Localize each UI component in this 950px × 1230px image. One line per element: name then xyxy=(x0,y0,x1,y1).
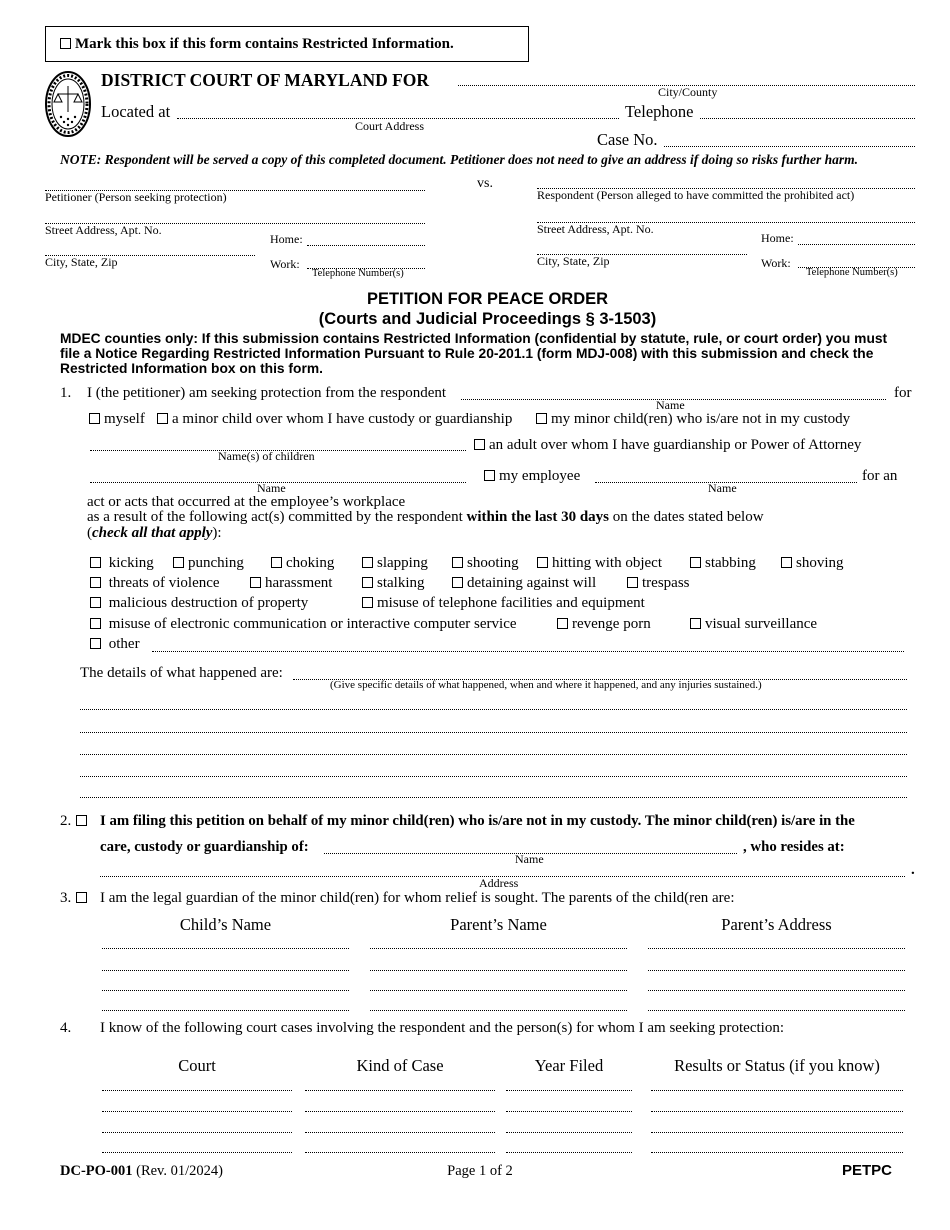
petitioner-phone-caption: Telephone Number(s) xyxy=(312,268,404,279)
form-title: PETITION FOR PEACE ORDER xyxy=(366,290,609,308)
respondent-city-caption: City, State, Zip xyxy=(537,254,610,268)
parent-address-header: Parent’s Address xyxy=(721,915,832,934)
stabbing-label: stabbing xyxy=(705,555,756,571)
minor-not-custody-checkbox[interactable] xyxy=(536,413,547,424)
stalking-label: stalking xyxy=(377,575,425,591)
item1-second-name-caption: Name xyxy=(257,481,286,495)
telephone-label: Telephone xyxy=(625,102,694,121)
child-name-header: Child’s Name xyxy=(179,915,272,934)
item4-number: 4. xyxy=(60,1020,72,1036)
item4-text: I know of the following court cases involving the respondent and the person(s) for whom I am seeking protection: xyxy=(100,1020,785,1036)
year-field-3[interactable] xyxy=(506,1132,632,1133)
item3-checkbox[interactable] xyxy=(76,892,87,903)
hitting-label: hitting with object xyxy=(552,555,662,571)
item1-for: for xyxy=(894,385,912,401)
case-no-field[interactable] xyxy=(664,146,915,147)
details-field-2[interactable] xyxy=(80,709,907,710)
vs-label: vs. xyxy=(477,176,493,191)
details-field-4[interactable] xyxy=(80,754,907,755)
threats-checkbox[interactable] xyxy=(90,577,101,588)
item1-name-caption: Name xyxy=(656,398,685,412)
mdec-notice: MDEC counties only: If this submission contains Restricted Information (confidential by statute, rule, or court order) you must file a Notice Regarding Restricted Information Pursuant to Rule 20-201.1 (form MDJ-008) with this submission and check the Restricted Information box on this form. xyxy=(60,331,888,376)
respondent-home-label: Home: xyxy=(761,231,794,245)
petitioner-home-label: Home: xyxy=(270,232,303,246)
parent-address-field-3[interactable] xyxy=(648,990,905,991)
court-field-1[interactable] xyxy=(102,1090,292,1091)
parent-name-field-1[interactable] xyxy=(370,948,627,949)
details-label: The details of what happened are: xyxy=(80,665,283,681)
choking-label: choking xyxy=(286,555,335,571)
details-field-3[interactable] xyxy=(80,732,907,733)
item2-care-label: care, custody or guardianship of: xyxy=(100,839,309,855)
parent-name-field-4[interactable] xyxy=(370,1010,627,1011)
details-field-5[interactable] xyxy=(80,776,907,777)
respondent-home-phone-field[interactable] xyxy=(798,244,915,245)
court-title: DISTRICT COURT OF MARYLAND FOR xyxy=(101,70,430,90)
electronic-misuse-label: misuse of electronic communication or interactive computer service xyxy=(108,616,517,632)
parent-name-field-2[interactable] xyxy=(370,970,627,971)
shooting-label: shooting xyxy=(467,555,519,571)
punching-label: punching xyxy=(188,555,244,571)
detaining-checkbox[interactable] xyxy=(452,577,463,588)
stalking-checkbox[interactable] xyxy=(362,577,373,588)
for-an-label: for an xyxy=(862,468,898,484)
item2-checkbox[interactable] xyxy=(76,815,87,826)
minor-custody-label: a minor child over whom I have custody or guardianship xyxy=(172,411,513,427)
item3-text: I am the legal guardian of the minor child(ren) for whom relief is sought. The parents of the child(ren are: xyxy=(100,890,735,906)
choking-checkbox[interactable] xyxy=(271,557,282,568)
court-seal xyxy=(44,70,92,138)
year-field-1[interactable] xyxy=(506,1090,632,1091)
parent-name-field-3[interactable] xyxy=(370,990,627,991)
myself-label: myself xyxy=(104,411,145,427)
harassment-checkbox[interactable] xyxy=(250,577,261,588)
item2-period: . xyxy=(911,862,915,878)
item2-name-caption: Name xyxy=(515,852,544,866)
harassment-label: harassment xyxy=(265,575,333,591)
year-field-2[interactable] xyxy=(506,1111,632,1112)
note: NOTE: Respondent will be served a copy of this completed document. Petitioner does not need to give an address if doing so risks further harm. xyxy=(60,152,858,167)
city-county-caption: City/County xyxy=(658,85,718,99)
other-checkbox[interactable] xyxy=(90,638,101,649)
employee-name-caption: Name xyxy=(708,481,737,495)
shoving-label: shoving xyxy=(796,555,844,571)
petitioner-city-caption: City, State, Zip xyxy=(45,255,118,269)
electronic-misuse-checkbox[interactable] xyxy=(90,618,101,629)
stabbing-checkbox[interactable] xyxy=(690,557,701,568)
petitioner-work-label: Work: xyxy=(270,257,300,271)
malicious-destruction-label: malicious destruction of property xyxy=(108,595,309,611)
malicious-destruction-checkbox[interactable] xyxy=(90,597,101,608)
item2-number: 2. xyxy=(60,813,72,829)
form-id: DC-PO-001 (Rev. 01/2024) xyxy=(60,1163,223,1179)
detaining-label: detaining against will xyxy=(467,575,597,591)
kind-of-case-header: Kind of Case xyxy=(356,1056,444,1075)
restricted-info-checkbox[interactable] xyxy=(60,38,71,49)
details-field-6[interactable] xyxy=(80,797,907,798)
parent-address-field-2[interactable] xyxy=(648,970,905,971)
respondent-work-label: Work: xyxy=(761,256,791,270)
hitting-checkbox[interactable] xyxy=(537,557,548,568)
petitioner-home-phone-field[interactable] xyxy=(307,245,425,246)
results-field-1[interactable] xyxy=(651,1090,903,1091)
item3-number: 3. xyxy=(60,890,72,906)
item1-intro: I (the petitioner) am seeking protection from the respondent xyxy=(87,385,447,401)
court-telephone-field[interactable] xyxy=(700,118,915,119)
respondent-caption: Respondent (Person alleged to have committed the prohibited act) xyxy=(537,188,855,202)
slapping-label: slapping xyxy=(377,555,428,571)
petitioner-caption: Petitioner (Person seeking protection) xyxy=(45,190,227,204)
threats-label: threats of violence xyxy=(108,575,220,591)
court-address-caption: Court Address xyxy=(355,119,424,133)
kind-field-3[interactable] xyxy=(305,1132,495,1133)
other-field[interactable] xyxy=(152,651,904,652)
kicking-checkbox[interactable] xyxy=(90,557,101,568)
workplace-text: act or acts that occurred at the employee’s workplace xyxy=(87,494,406,510)
year-filed-header: Year Filed xyxy=(534,1056,604,1075)
item2-text: I am filing this petition on behalf of my minor child(ren) who is/are not in my custody. The minor child(ren) is/are in the xyxy=(100,813,855,829)
children-names-caption: Name(s) of children xyxy=(218,449,315,463)
child-name-field-1[interactable] xyxy=(102,948,349,949)
kind-field-2[interactable] xyxy=(305,1111,495,1112)
court-field-4[interactable] xyxy=(102,1152,292,1153)
minor-not-custody-label: my minor child(ren) who is/are not in my custody xyxy=(551,411,851,427)
visual-surveillance-label: visual surveillance xyxy=(705,616,818,632)
myself-checkbox[interactable] xyxy=(89,413,100,424)
shoving-checkbox[interactable] xyxy=(781,557,792,568)
respondent-phone-caption: Telephone Number(s) xyxy=(806,267,898,278)
telephone-misuse-checkbox[interactable] xyxy=(362,597,373,608)
trespass-label: trespass xyxy=(642,575,690,591)
parent-address-field-4[interactable] xyxy=(648,1010,905,1011)
restricted-info-label: Mark this box if this form contains Restricted Information. xyxy=(60,36,454,53)
slapping-checkbox[interactable] xyxy=(362,557,373,568)
child-name-field-3[interactable] xyxy=(102,990,349,991)
shooting-checkbox[interactable] xyxy=(452,557,463,568)
petitioner-street-caption: Street Address, Apt. No. xyxy=(45,223,162,237)
other-label: other xyxy=(108,636,140,652)
located-at-label: Located at xyxy=(101,102,171,121)
acts-intro: as a result of the following act(s) committed by the respondent within the last 30 days on the dates stated below xyxy=(87,509,764,525)
check-all-note: (check all that apply): xyxy=(87,525,222,541)
results-status-header: Results or Status (if you know) xyxy=(674,1056,880,1075)
adult-guardian-checkbox[interactable] xyxy=(474,439,485,450)
visual-surveillance-checkbox[interactable] xyxy=(690,618,701,629)
kind-field-4[interactable] xyxy=(305,1152,495,1153)
child-name-field-4[interactable] xyxy=(102,1010,349,1011)
results-field-2[interactable] xyxy=(651,1111,903,1112)
results-field-3[interactable] xyxy=(651,1132,903,1133)
form-subtitle: (Courts and Judicial Proceedings § 3-1503) xyxy=(318,310,657,328)
year-field-4[interactable] xyxy=(506,1152,632,1153)
details-caption: (Give specific details of what happened, when and where it happened, and any injuries sustained.) xyxy=(330,679,762,691)
item2-address-caption: Address xyxy=(479,876,519,890)
child-name-field-2[interactable] xyxy=(102,970,349,971)
court-field-2[interactable] xyxy=(102,1111,292,1112)
case-no-label: Case No. xyxy=(597,130,658,149)
adult-guardian-label: an adult over whom I have guardianship or Power of Attorney xyxy=(489,437,862,453)
trespass-checkbox[interactable] xyxy=(627,577,638,588)
results-field-4[interactable] xyxy=(651,1152,903,1153)
court-header: Court xyxy=(178,1056,216,1075)
employee-label: my employee xyxy=(499,468,581,484)
parent-address-field-1[interactable] xyxy=(648,948,905,949)
punching-checkbox[interactable] xyxy=(173,557,184,568)
revenge-porn-checkbox[interactable] xyxy=(557,618,568,629)
minor-custody-checkbox[interactable] xyxy=(157,413,168,424)
telephone-misuse-label: misuse of telephone facilities and equipment xyxy=(377,595,645,611)
parent-name-header: Parent’s Name xyxy=(450,915,547,934)
item1-number: 1. xyxy=(60,385,72,401)
kicking-label: kicking xyxy=(108,555,154,571)
employee-checkbox[interactable] xyxy=(484,470,495,481)
page-number: Page 1 of 2 xyxy=(447,1163,513,1179)
form-code: PETPC xyxy=(842,1162,893,1179)
revenge-porn-label: revenge porn xyxy=(572,616,651,632)
court-field-3[interactable] xyxy=(102,1132,292,1133)
kind-field-1[interactable] xyxy=(305,1090,495,1091)
item2-resides-label: , who resides at: xyxy=(743,839,845,855)
respondent-street-caption: Street Address, Apt. No. xyxy=(537,222,654,236)
